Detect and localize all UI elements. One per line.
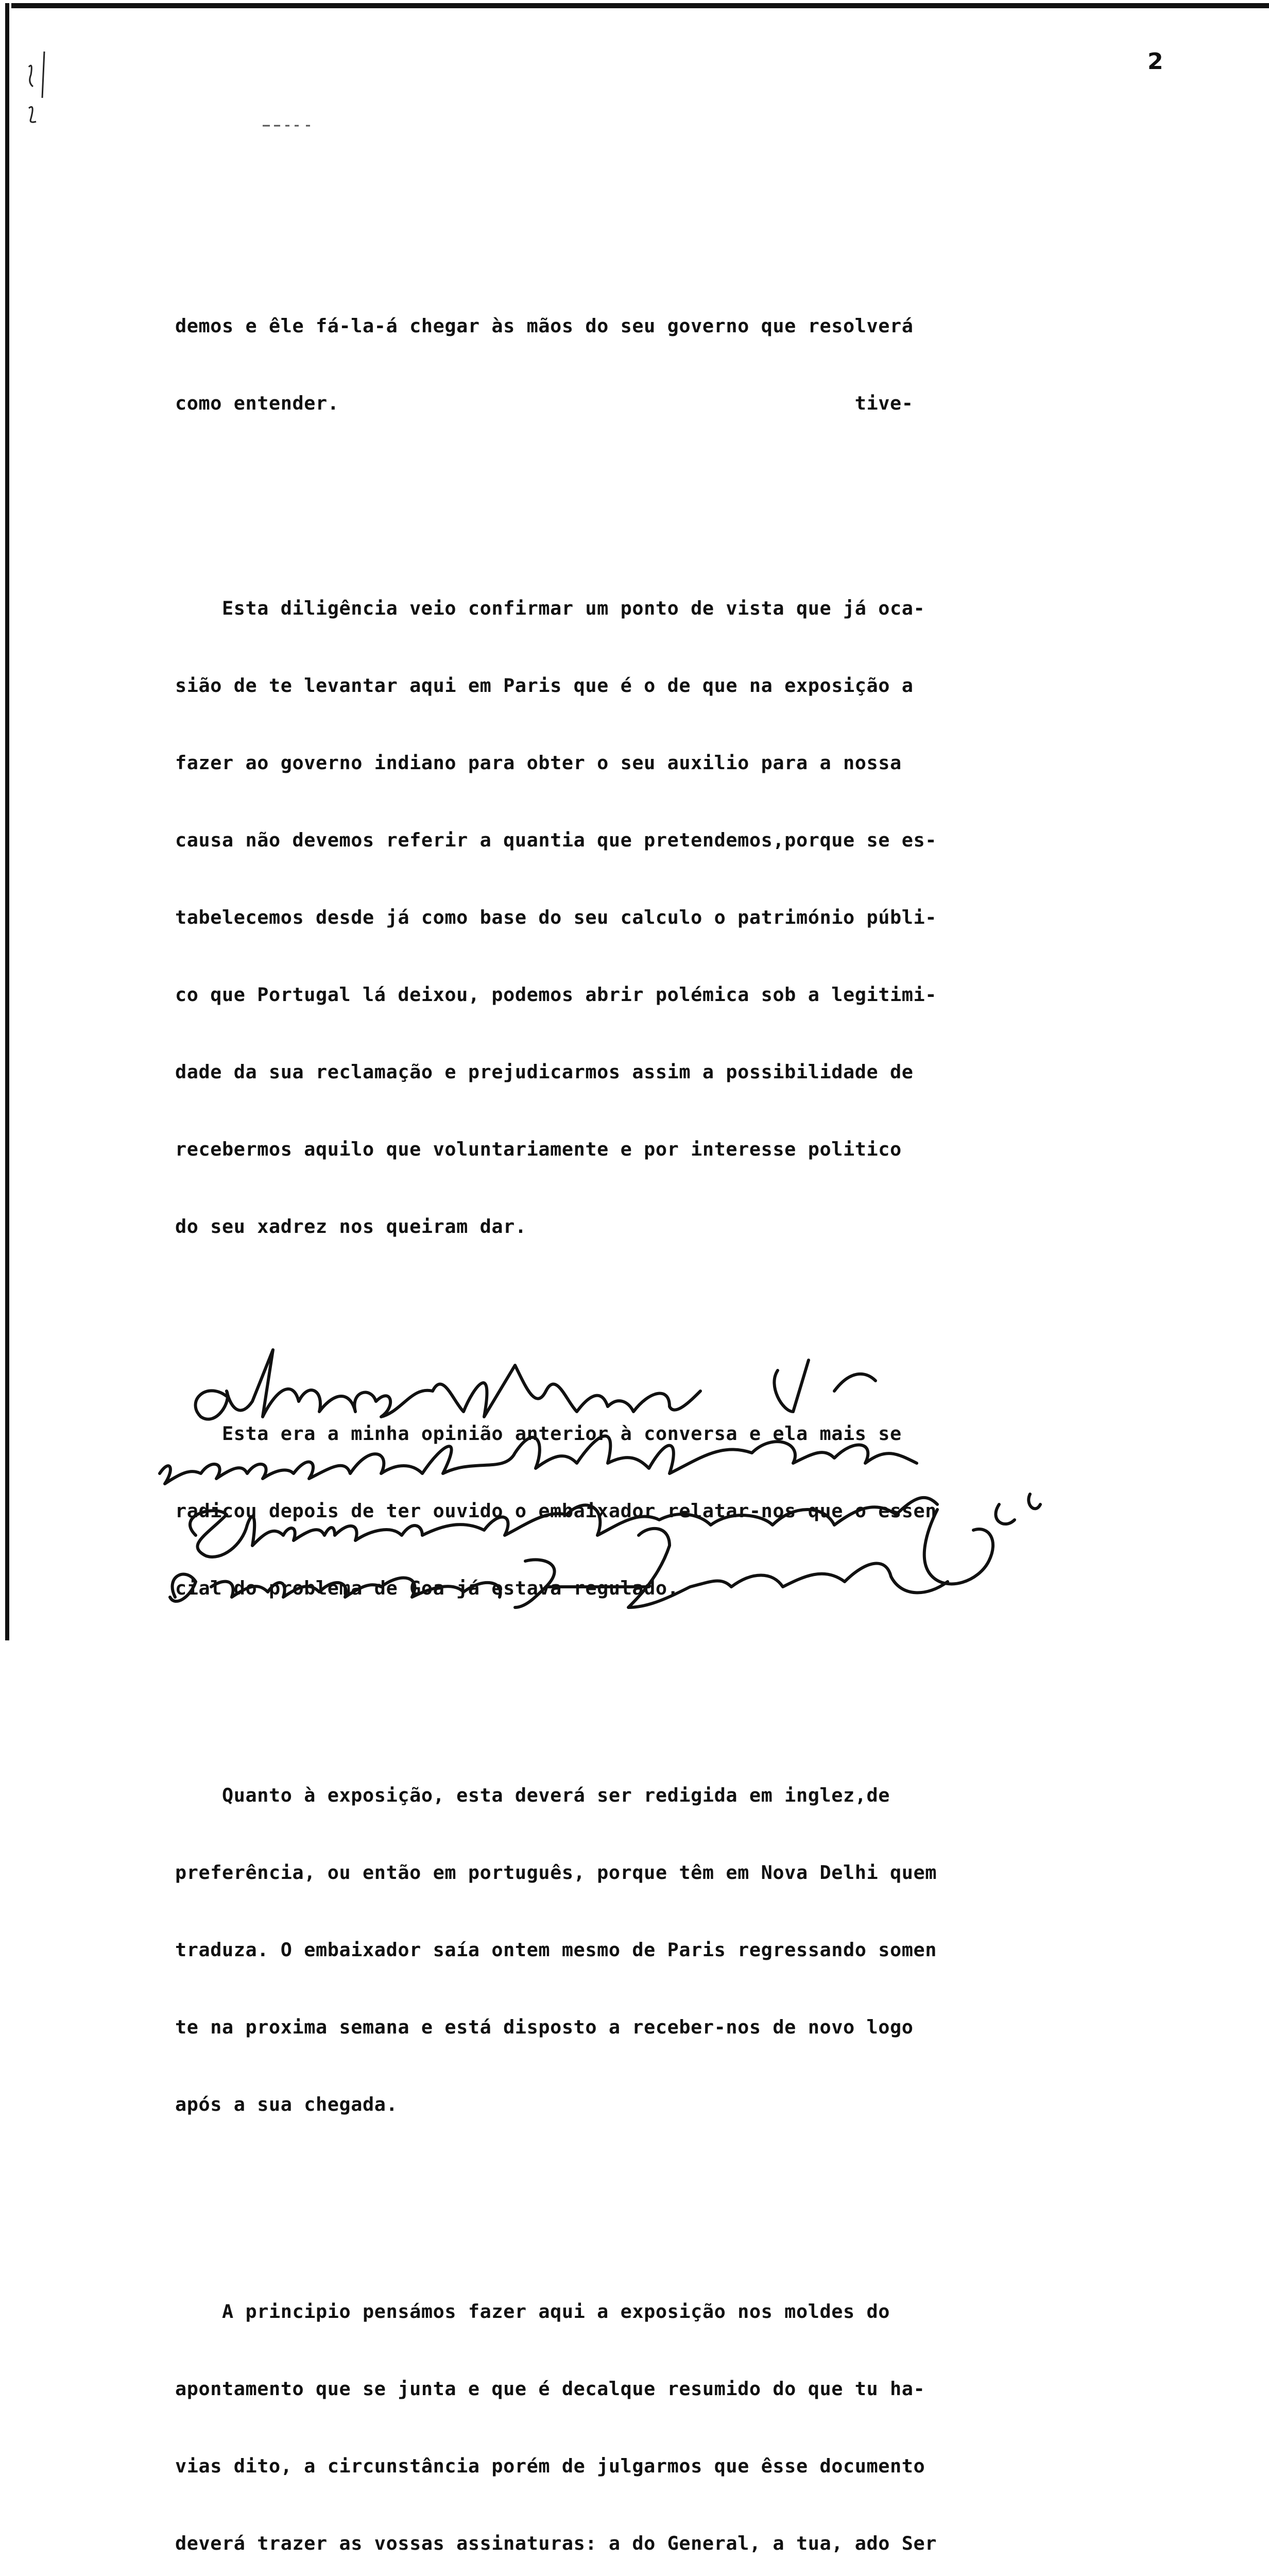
text-line: após a sua chegada. xyxy=(175,2093,398,2115)
handwritten-signature xyxy=(155,1340,1174,1628)
text-line: tabelecemos desde já como base do seu calculo o património públi- xyxy=(175,906,937,928)
text-line: fazer ao governo indiano para obter o seu auxilio para a nossa xyxy=(175,752,902,774)
paragraph xyxy=(175,544,1200,1291)
text-line: do seu xadrez nos queiram dar. xyxy=(175,1215,527,1238)
text-line: A principio pensámos fazer aqui a exposição nos moldes do xyxy=(175,2300,890,2323)
page-number: 2 xyxy=(1147,48,1163,75)
text-line: co que Portugal lá deixou, podemos abrir polémica sob a legitimi- xyxy=(175,984,937,1006)
text-line: apontamento que se junta e que é decalque resumido do que tu ha- xyxy=(175,2378,925,2400)
text-line: recebermos aquilo que voluntariamente e por interesse politico xyxy=(175,1138,902,1160)
text-line: te na proxima semana e está disposto a receber-nos de novo logo xyxy=(175,2016,914,2038)
text-line: vias dito, a circunstância porém de julgarmos que êsse documento xyxy=(175,2455,925,2477)
stray-dashes xyxy=(263,122,324,130)
paragraph xyxy=(175,1731,1200,2169)
text-line: traduza. O embaixador saía ontem mesmo de Paris regressando somen xyxy=(175,1939,937,1961)
text-line: deverá trazer as vossas assinaturas: a do General, a tua, ado Ser xyxy=(175,2532,937,2554)
paragraph xyxy=(175,2247,1200,2576)
text-line: dade da sua reclamação e prejudicarmos assim a possibilidade de xyxy=(175,1061,914,1083)
text-line: radicou depois de ter ouvido o embaixador relatar-nos que o essen xyxy=(175,1500,937,1522)
text-line: preferência, ou então em português, porque têm em Nova Delhi quem xyxy=(175,1861,937,1884)
text-line: Esta diligência veio confirmar um ponto de vista que já oca- xyxy=(175,597,925,619)
text-line: demos e êle fá-la-á chegar às mãos do seu governo que resolverá xyxy=(175,315,914,337)
text-line: causa não devemos referir a quantia que pretendemos,porque se es- xyxy=(175,829,937,851)
text-line: cial do problema de Goa já estava regulado. xyxy=(175,1577,679,1599)
text-line: Esta era a minha opinião anterior à conversa e ela mais se xyxy=(175,1422,902,1445)
text-line: como entender. tive- xyxy=(175,392,914,414)
text-line: Quanto à exposição, esta deverá ser redigida em inglez,de xyxy=(175,1784,890,1806)
page-edge-top xyxy=(11,3,1269,8)
margin-pencil-marks xyxy=(24,46,55,129)
paragraph xyxy=(175,262,1200,468)
text-line: sião de te levantar aqui em Paris que é o de que na exposição a xyxy=(175,674,914,697)
page-edge-left xyxy=(5,3,9,1640)
